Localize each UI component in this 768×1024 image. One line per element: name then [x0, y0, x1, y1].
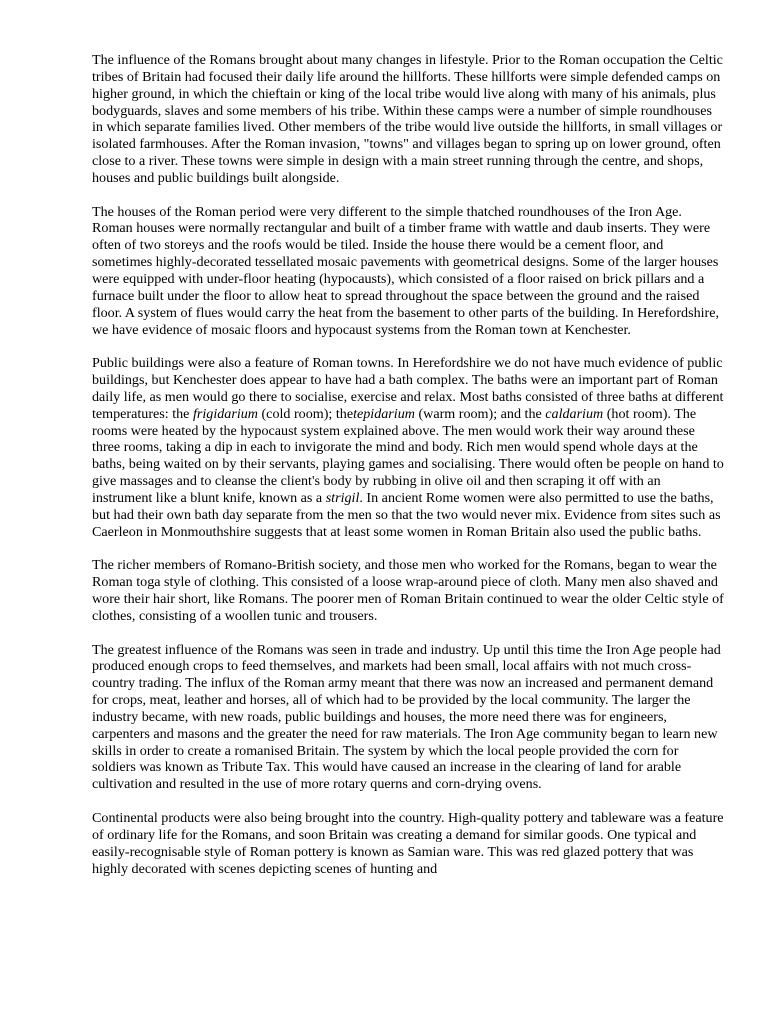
text-run: Continental products were also being brought into the country. High-quality pottery and tableware was a feature of ordinary life for the Romans, and soon Britain was creating a demand for similar goods. One typical and easily-recognisable style of Roman pottery is known as Samian ware. This was red glazed pottery that was highly decorated with scenes depicting scenes of hunting and [92, 809, 724, 877]
paragraph-continental-products [92, 810, 724, 877]
italic-term: strigil [325, 489, 360, 506]
paragraph-roman-houses [92, 204, 724, 339]
text-run: The influence of the Romans brought about many changes in lifestyle. Prior to the Roman occupation the Celtic tribes of Britain had focused their daily life around the hillforts. These hillforts were simple defended camps on higher ground, in which the chieftain or king of the local tribe would live along with many of his animals, plus bodyguards, slaves and some members of his tribe. Within these camps were a number of simple roundhouses in which separate families lived. Other members of the tribe would live outside the hillforts, in small villages or isolated farmhouses. After the Roman invasion, "towns" and villages began to spring up on lower ground, often close to a river. These towns were simple in design with a main street running through the centre, and shops, houses and public buildings built alongside. [92, 52, 723, 186]
text-run: . In ancient Rome women were also permitted to use the baths, but had their own bath day separate from the men so that the two would never mix. Evidence from sites such as Caerleon in Monmouthshire suggests that at least some women in Roman Britain also used the public baths. [92, 489, 721, 540]
italic-term: caldarium [545, 405, 604, 422]
text-run: (warm room); and the [414, 405, 546, 422]
paragraph-romans-lifestyle [92, 52, 724, 187]
italic-term: frigidarium [192, 405, 258, 422]
text-run: (hot room). The rooms were heated by the hypocaust system explained above. The men would work their way around these three rooms, taking a dip in each to invigorate the mind and body. Rich men would spend whole days at the baths, being waited on by their servants, playing games and socialising. There would often be people on hand to give massages and to cleanse the client's body by rubbing in olive oil and then scraping it off with an instrument like a blunt knife, known as a [92, 405, 724, 506]
italic-term: tepidarium [353, 405, 415, 422]
text-run: The houses of the Roman period were very different to the simple thatched roundhouses of the Iron Age. Roman houses were normally rectangular and built of a timber frame with wattle and daub inserts. They were often of two storeys and the roofs would be tiled. Inside the house there would be a cement floor, and sometimes highly-decorated tessellated mosaic pavements with geometrical designs. Some of the larger houses were equipped with under-floor heating (hypocausts), which consisted of a floor raised on brick pillars and a furnace built under the floor to allow heat to spread throughout the space between the ground and the raised floor. A system of flues would carry the heat from the basement to other parts of the building. In Herefordshire, we have evidence of mosaic floors and hypocaust systems from the Roman town at Kenchester. [92, 203, 720, 338]
paragraph-clothing [92, 557, 724, 624]
document-page [92, 52, 724, 894]
paragraph-public-buildings [92, 355, 724, 540]
paragraph-trade-industry [92, 642, 724, 794]
text-run: The greatest influence of the Romans was seen in trade and industry. Up until this time the Iron Age people had produced enough crops to feed themselves, and markets had been small, local affairs with not much cross-country trading. The influx of the Roman army meant that there was now an increased and permanent demand for crops, meat, leather and horses, all of which had to be provided by the local community. The larger the industry became, with new roads, public buildings and houses, the more need there was for engineers, carpenters and masons and the greater the need for raw materials. The Iron Age community began to learn new skills in order to create a romanised Britain. The system by which the local people provided the corn for soldiers was known as Tribute Tax. This would have caused an increase in the clearing of land for arable cultivation and resulted in the use of more rotary querns and corn-drying ovens. [92, 641, 721, 793]
text-run: (cold room); the [257, 405, 354, 422]
text-run: Public buildings were also a feature of Roman towns. In Herefordshire we do not have much evidence of public buildings, but Kenchester does appear to have had a bath complex. The baths were an important part of Roman daily life, as men would go there to socialise, exercise and relax. Most baths consisted of three baths at different temperatures: the [92, 355, 724, 422]
text-run: The richer members of Romano-British society, and those men who worked for the Romans, began to wear the Roman toga style of clothing. This consisted of a loose wrap-around piece of cloth. Many men also shaved and wore their hair short, like Romans. The poorer men of Roman Britain continued to wear the older Celtic style of clothes, consisting of a woollen tunic and trousers. [92, 557, 724, 624]
